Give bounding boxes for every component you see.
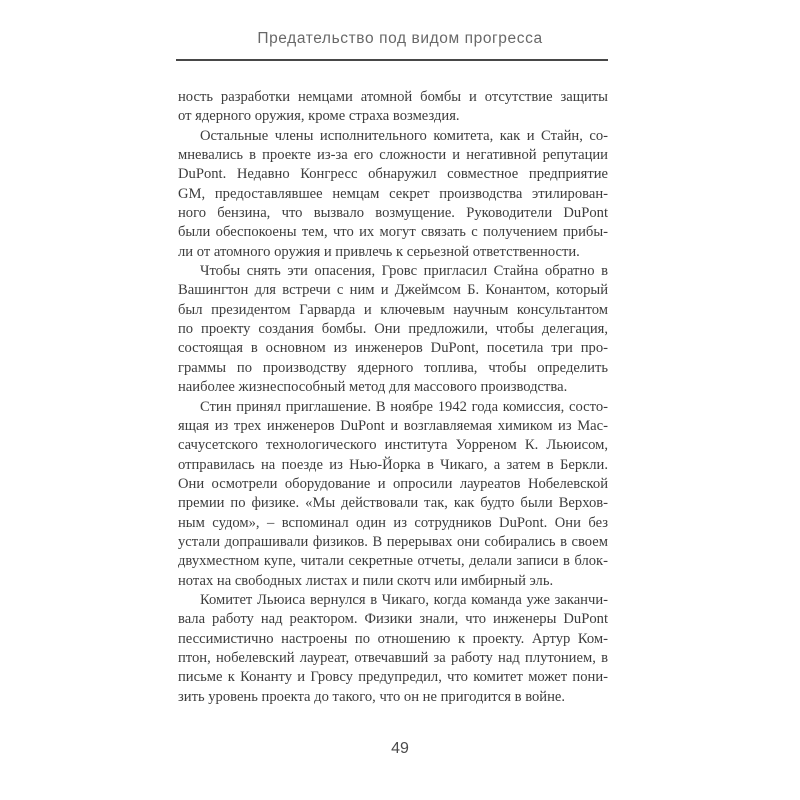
text-line: птон, нобелевский лауреат, отвечавший за работу над плутонием, в <box>178 649 608 666</box>
text-line: были обеспокоены тем, что их могут связать с получением прибы- <box>178 224 608 241</box>
text-line: Чтобы снять эти опасения, Гровс пригласил Стайна обратно в <box>200 263 608 280</box>
text-line: DuPont. Недавно Конгресс обнаружил совместное предприятие <box>178 166 608 183</box>
text-line: ного бензина, что вызвало возмущение. Руководители DuPont <box>178 205 608 222</box>
text-line: ным судом», – вспоминал один из сотрудников DuPont. Они без <box>178 514 608 531</box>
text-line: пессимистично настроены по отношению к проекту. Артур Ком- <box>178 630 608 647</box>
text-line: премии по физике. «Мы действовали так, как будто были Верхов- <box>178 495 608 512</box>
text-line: от ядерного оружия, кроме страха возмездия. <box>178 108 460 125</box>
text-line: зить уровень проекта до такого, что он не пригодится в войне. <box>178 688 566 705</box>
text-block <box>178 88 608 707</box>
text-line: сачусетского технологического института Уорреном К. Льюисом, <box>178 437 608 454</box>
text-line: ли от атомного оружия и привлечь к серьезной ответственности. <box>178 243 580 260</box>
text-line: состоящая в основном из инженеров DuPont, посетила три про- <box>178 340 608 357</box>
text-line: граммы по производству ядерного топлива, чтобы определить <box>178 359 608 376</box>
text-line: Они осмотрели оборудование и опросили лауреатов Нобелевской <box>178 475 608 492</box>
text-line: ящая из трех инженеров DuPont и возглавляемая химиком из Мас- <box>178 417 608 434</box>
page-number: 49 <box>391 740 409 757</box>
header-rule <box>176 59 608 61</box>
text-line: по проекту создания бомбы. Они предложили, чтобы делегация, <box>178 321 608 338</box>
text-line: письме к Конанту и Гровсу предупредил, что комитет может пони- <box>178 669 608 686</box>
text-line: отправилась на поезде из Нью-Йорка в Чикаго, а затем в Беркли. <box>178 456 608 473</box>
text-line: мневались в проекте из-за его сложности и негативной репутации <box>178 147 608 164</box>
text-line: ность разработки немцами атомной бомбы и отсутствие защиты <box>178 89 608 105</box>
text-line: Комитет Льюиса вернулся в Чикаго, когда команда уже заканчи- <box>200 591 608 608</box>
text-line: был президентом Гарварда и ключевым научным консультантом <box>178 301 608 318</box>
text-line: Остальные члены исполнительного комитета, как и Стайн, со- <box>200 127 608 144</box>
text-line: двухместном купе, читали секретные отчеты, делали записи в блок- <box>178 553 608 570</box>
text-line: Вашингтон для встречи с ним и Джеймсом Б. Конантом, который <box>178 282 608 299</box>
text-line: Стин принял приглашение. В ноябре 1942 года комиссия, состо- <box>200 398 608 415</box>
running-head-title: Предательство под видом прогресса <box>257 30 543 47</box>
text-line: нотах на свободных листах и пили скотч или имбирный эль. <box>178 572 554 589</box>
text-line: устали допрашивали физиков. В перерывах они собирались в своем <box>178 533 608 550</box>
text-line: наиболее жизнеспособный метод для массового производства. <box>178 379 568 396</box>
text-line: вала работу над реактором. Физики знали, что инженеры DuPont <box>178 611 608 628</box>
text-line: GM, предоставлявшее немцам секрет производства этилирован- <box>178 185 608 202</box>
